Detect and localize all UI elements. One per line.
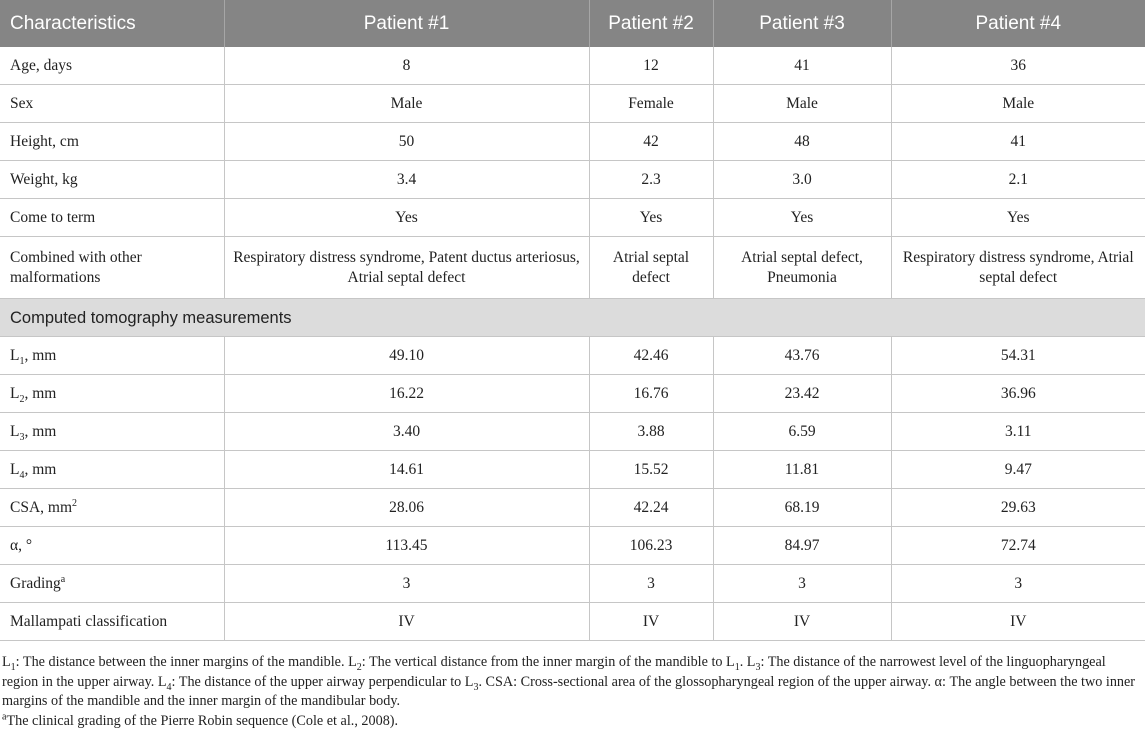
table-cell: 9.47 <box>891 451 1145 489</box>
table-cell: 36.96 <box>891 375 1145 413</box>
row-label: Come to term <box>0 199 224 237</box>
column-header: Patient #3 <box>713 0 891 47</box>
table-cell: 41 <box>891 123 1145 161</box>
table-cell: IV <box>713 603 891 641</box>
table-cell: Female <box>589 85 713 123</box>
table-cell: 12 <box>589 47 713 85</box>
table-cell: 28.06 <box>224 489 589 527</box>
table-cell: 16.22 <box>224 375 589 413</box>
table-cell: IV <box>224 603 589 641</box>
table-cell: 3 <box>891 565 1145 603</box>
table-cell: 2.3 <box>589 161 713 199</box>
column-header: Patient #4 <box>891 0 1145 47</box>
table-cell: Atrial septal defect, Pneumonia <box>713 237 891 299</box>
column-header: Characteristics <box>0 0 224 47</box>
table-cell: 54.31 <box>891 337 1145 375</box>
table-cell: Atrial septal defect <box>589 237 713 299</box>
table-row <box>0 375 1145 413</box>
table-row <box>0 337 1145 375</box>
abbreviation-footnote: $L_1$: The distance between the inner margins of the mandible. $L_2$: The vertical distance from the inner margin of the mandible to $L_1$. $L_3$: The distance of the narrowest level of the linguopharyngeal region in the upper airway. $L_4$: The distance of the upper airway perpendicular to $L_3$. CSA: Cross-sectional area of the glossopharyngeal region of the upper airway. α: The angle between the two inner margins of the mandible and the inner margin of the mandibular body. <box>2 654 1136 709</box>
table-row <box>0 199 1145 237</box>
row-label: $L_3$, mm <box>0 413 224 451</box>
table-cell: Yes <box>713 199 891 237</box>
table-row <box>0 85 1145 123</box>
table-cell: Yes <box>224 199 589 237</box>
table-cell: Yes <box>891 199 1145 237</box>
row-label: α, ° <box>0 527 224 565</box>
table-cell: Respiratory distress syndrome, Patent ductus arteriosus, Atrial septal defect <box>224 237 589 299</box>
table-cell: Male <box>224 85 589 123</box>
table-cell: 3 <box>589 565 713 603</box>
table-row <box>0 123 1145 161</box>
table-cell: IV <box>589 603 713 641</box>
table-cell: 48 <box>713 123 891 161</box>
table-cell: 50 <box>224 123 589 161</box>
table-cell: 68.19 <box>713 489 891 527</box>
table-cell: 29.63 <box>891 489 1145 527</box>
table-cell: Male <box>891 85 1145 123</box>
table-cell: 6.59 <box>713 413 891 451</box>
table-cell: 113.45 <box>224 527 589 565</box>
table-cell: 2.1 <box>891 161 1145 199</box>
table-cell: 84.97 <box>713 527 891 565</box>
table-row <box>0 451 1145 489</box>
table-cell: 15.52 <box>589 451 713 489</box>
row-label: Combined with other malformations <box>0 237 224 299</box>
table-cell: 3.88 <box>589 413 713 451</box>
table-row <box>0 237 1145 299</box>
row-label: $L_2$, mm <box>0 375 224 413</box>
table-cell: 11.81 <box>713 451 891 489</box>
table-cell: 43.76 <box>713 337 891 375</box>
table-cell: 14.61 <box>224 451 589 489</box>
header-row <box>0 0 1145 47</box>
table-cell: 3 <box>224 565 589 603</box>
table-cell: 3.4 <box>224 161 589 199</box>
row-label: $L_4$, mm <box>0 451 224 489</box>
table-cell: 42 <box>589 123 713 161</box>
table-row <box>0 489 1145 527</box>
table-cell: 3.0 <box>713 161 891 199</box>
row-label: Age, days <box>0 47 224 85</box>
table-cell: 3 <box>713 565 891 603</box>
row-label: $L_1$, mm <box>0 337 224 375</box>
table-cell: 42.24 <box>589 489 713 527</box>
column-header: Patient #2 <box>589 0 713 47</box>
table-cell: 106.23 <box>589 527 713 565</box>
row-label: CSA, $mm^2$ <box>0 489 224 527</box>
table-cell: 23.42 <box>713 375 891 413</box>
table-row <box>0 565 1145 603</box>
table-cell: 42.46 <box>589 337 713 375</box>
row-label: Height, cm <box>0 123 224 161</box>
table-row <box>0 527 1145 565</box>
table-cell: 72.74 <box>891 527 1145 565</box>
table-row <box>0 161 1145 199</box>
table-cell: 36 <box>891 47 1145 85</box>
table-cell: 16.76 <box>589 375 713 413</box>
section-title: Computed tomography measurements <box>0 299 1145 337</box>
table-cell: Yes <box>589 199 713 237</box>
column-header: Patient #1 <box>224 0 589 47</box>
table-cell: 3.40 <box>224 413 589 451</box>
section-header-row <box>0 299 1145 337</box>
row-label: Sex <box>0 85 224 123</box>
table-cell: 49.10 <box>224 337 589 375</box>
table-cell: Respiratory distress syndrome, Atrial septal defect <box>891 237 1145 299</box>
table-cell: 3.11 <box>891 413 1145 451</box>
table-row <box>0 413 1145 451</box>
row-label: Weight, kg <box>0 161 224 199</box>
table-cell: Male <box>713 85 891 123</box>
row-label: Mallampati classification <box>0 603 224 641</box>
table-row <box>0 603 1145 641</box>
grading-footnote: $^a$The clinical grading of the Pierre Robin sequence (Cole et al., 2008). <box>2 710 399 729</box>
row-label: Grading$^a$ <box>0 565 224 603</box>
table-cell: 41 <box>713 47 891 85</box>
table-footnotes <box>2 653 1140 731</box>
table-cell: IV <box>891 603 1145 641</box>
table-row <box>0 47 1145 85</box>
table-cell: 8 <box>224 47 589 85</box>
